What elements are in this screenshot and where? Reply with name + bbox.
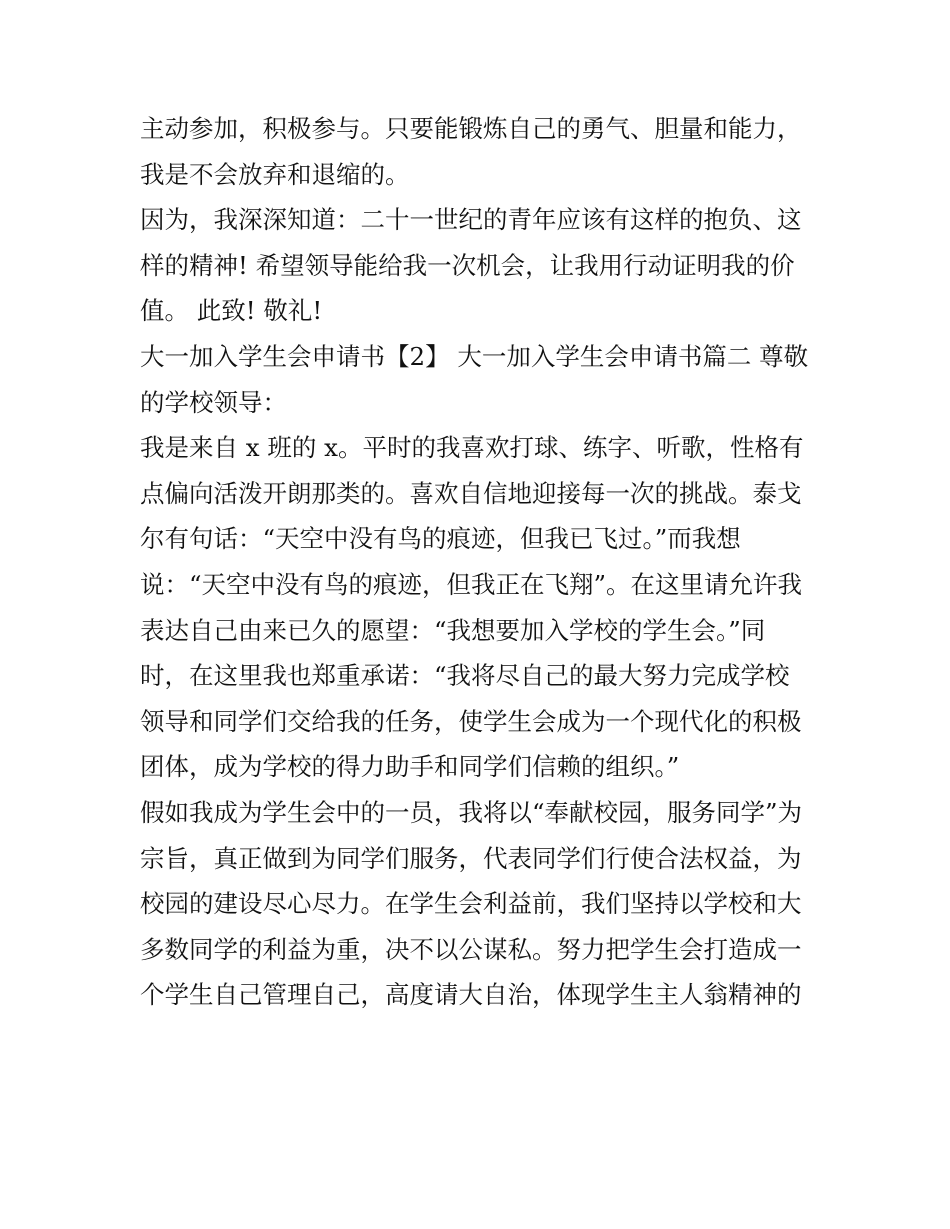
text-line: 我是来自 x 班的 x。平时的我喜欢打球、练字、听歌，性格有 — [140, 433, 804, 463]
text-line: 因为，我深深知道：二十一世纪的青年应该有这样的抱负、这 — [140, 205, 802, 235]
text-line: 假如我成为学生会中的一员，我将以“奉献校园，服务同学”为 — [140, 797, 803, 827]
text-line: 多数同学的利益为重，决不以公谋私。努力把学生会打造成一 — [140, 934, 802, 964]
text-line: 时，在这里我也郑重承诺：“我将尽自己的最大努力完成学校 — [140, 661, 790, 691]
text-line: 说：“天空中没有鸟的痕迹，但我正在飞翔”。在这里请允许我 — [140, 569, 803, 599]
text-line: 宗旨，真正做到为同学们服务，代表同学们行使合法权益，为 — [140, 843, 802, 873]
text-line: 校园的建设尽心尽力。在学生会利益前，我们坚持以学校和大 — [140, 889, 802, 919]
text-line: 样的精神! 希望领导能给我一次机会，让我用行动证明我的价 — [140, 250, 795, 280]
heading-line: 大一加入学生会申请书【2】 大一加入学生会申请书篇二 尊敬 — [140, 341, 809, 371]
salutation-line: 的学校领导： — [140, 387, 287, 417]
text-line: 个学生自己管理自己，高度请大自治，体现学生主人翁精神的 — [140, 980, 802, 1010]
text-line: 团体，成为学校的得力助手和同学们信赖的组织。” — [140, 752, 680, 782]
text-line: 尔有句话：“天空中没有鸟的痕迹，但我已飞过。”而我想 — [140, 524, 741, 554]
text-line: 主动参加，积极参与。只要能锻炼自己的勇气、胆量和能力， — [140, 114, 802, 143]
text-line: 点偏向活泼开朗那类的。喜欢自信地迎接每一次的挑战。泰戈 — [140, 478, 802, 508]
text-line: 我是不会放弃和退缩的。 — [140, 159, 410, 189]
text-line: 领导和同学们交给我的任务，使学生会成为一个现代化的积极 — [140, 706, 802, 736]
text-line: 值。 此致! 敬礼! — [140, 296, 323, 326]
text-line: 表达自己由来已久的愿望：“我想要加入学校的学生会。”同 — [140, 615, 766, 645]
document-body — [140, 106, 820, 1018]
